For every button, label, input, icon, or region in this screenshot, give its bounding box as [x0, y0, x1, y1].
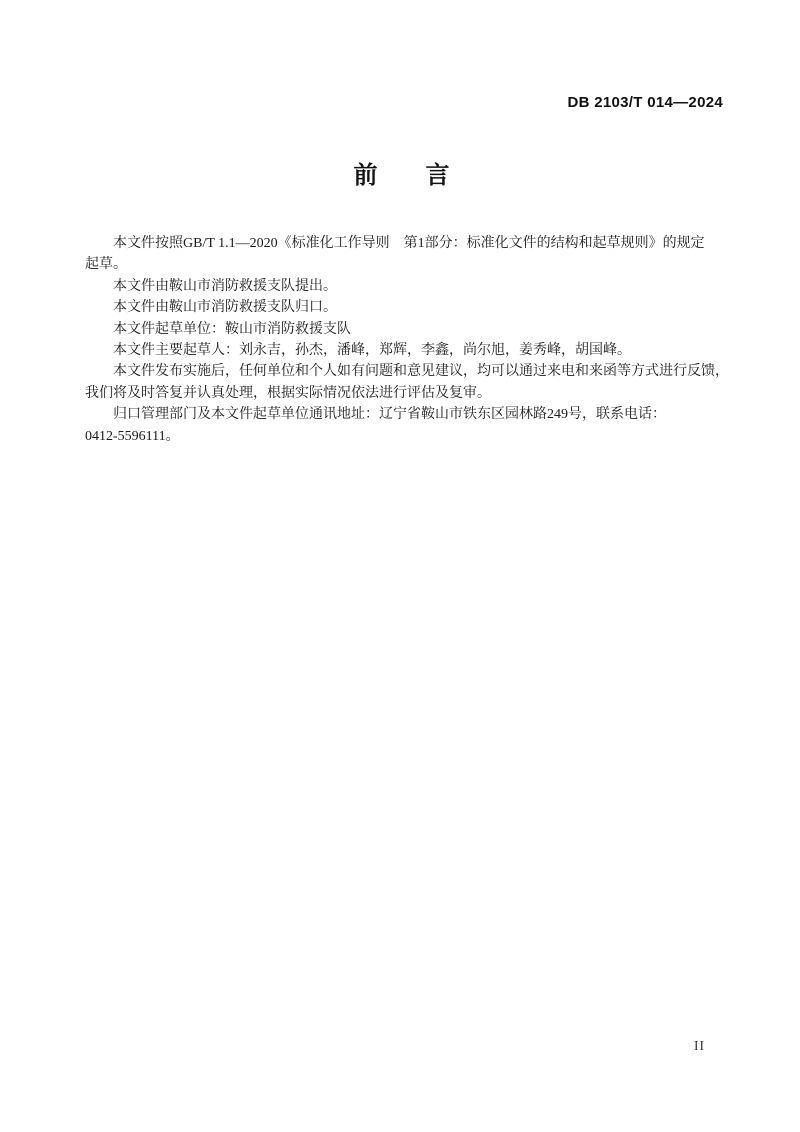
- page-number: II: [694, 1038, 705, 1053]
- foreword-title: 前 言: [353, 162, 450, 189]
- standard-doc-number: DB 2103/T 014—2024: [567, 94, 723, 111]
- foreword-line: 本文件由鞍山市消防救援支队归口。: [113, 300, 337, 316]
- foreword-line: 归口管理部门及本文件起草单位通讯地址：辽宁省鞍山市铁东区园林路249号，联系电话：: [113, 407, 666, 423]
- foreword-line: 本文件由鞍山市消防救援支队提出。: [113, 278, 337, 294]
- foreword-line: 本文件起草单位：鞍山市消防救援支队: [113, 321, 351, 337]
- foreword-line: 本文件主要起草人：刘永吉，孙杰，潘峰，郑辉，李鑫，尚尔旭，姜秀峰，胡国峰。: [113, 343, 631, 359]
- foreword-line: 我们将及时答复并认真处理，根据实际情况依法进行评估及复审。: [85, 385, 491, 401]
- foreword-line: 本文件发布实施后，任何单位和个人如有问题和意见建议，均可以通过来电和来函等方式进行反馈，: [113, 364, 729, 380]
- foreword-line: 0412-5596111。: [85, 428, 180, 444]
- foreword-line: 起草。: [85, 257, 127, 273]
- foreword-line: 本文件按照GB/T 1.1—2020《标准化工作导则 第1部分：标准化文件的结构和起草规则》的规定: [113, 236, 705, 251]
- foreword-body: [85, 233, 729, 447]
